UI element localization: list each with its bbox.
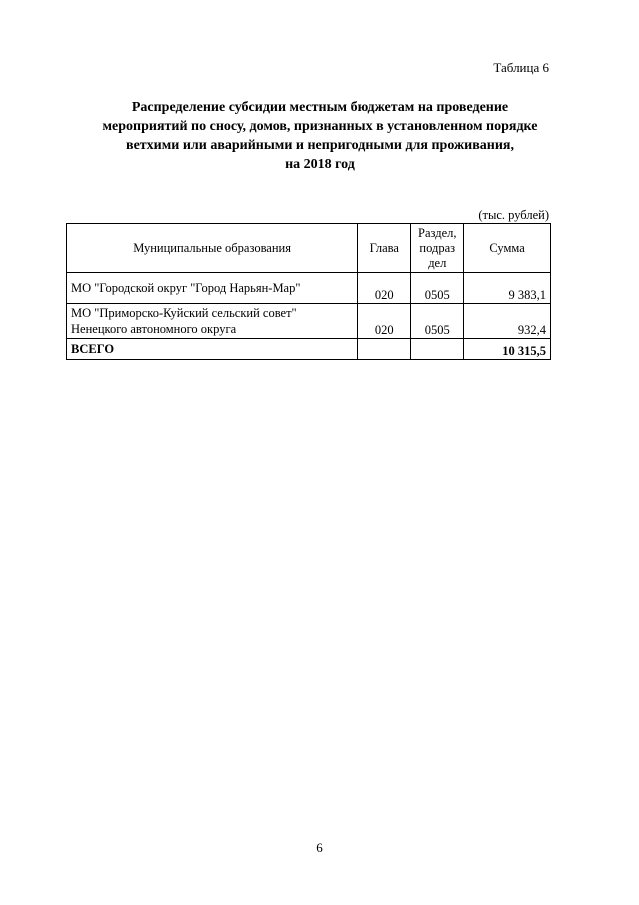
- column-header-section: [411, 224, 464, 273]
- column-header-section-line: дел: [428, 255, 447, 270]
- head-code-cell: 020: [358, 304, 411, 339]
- page-number: 6: [316, 840, 323, 855]
- total-row: [67, 339, 551, 360]
- table-row: [67, 273, 551, 304]
- column-header-section-line: подраз: [419, 240, 456, 255]
- municipality-cell: [67, 304, 358, 339]
- section-code-cell: 0505: [411, 304, 464, 339]
- municipality-line: МО "Городской округ "Город Нарьян-Мар": [71, 281, 301, 295]
- table-number-label: Таблица 6: [493, 60, 549, 75]
- title-line: Распределение субсидии местным бюджетам на проведение: [131, 100, 509, 115]
- sum-cell: 932,4: [464, 304, 551, 339]
- total-sum-cell: 10 315,5: [464, 339, 551, 360]
- municipality-line: Ненецкого автономного округа: [71, 322, 237, 336]
- column-header-municipality: Муниципальные образования: [67, 224, 358, 273]
- units-label: (тыс. рублей): [478, 208, 549, 222]
- title-line: на 2018 год: [285, 157, 355, 172]
- total-label-cell: ВСЕГО: [67, 339, 358, 360]
- title-line: ветхими или аварийными и непригодными для проживания,: [126, 138, 514, 153]
- column-header-head: Глава: [358, 224, 411, 273]
- sum-cell: 9 383,1: [464, 273, 551, 304]
- section-code-cell: 0505: [411, 273, 464, 304]
- column-header-sum: Сумма: [464, 224, 551, 273]
- column-header-section-line: Раздел,: [418, 225, 457, 240]
- head-code-cell: 020: [358, 273, 411, 304]
- title-line: мероприятий по сносу, домов, признанных в установленном порядке: [102, 119, 538, 134]
- municipality-line: МО "Приморско-Куйский сельский совет": [71, 306, 297, 320]
- table-header-row: [67, 224, 551, 273]
- municipality-cell: [67, 273, 358, 304]
- total-head-cell: [358, 339, 411, 360]
- total-section-cell: [411, 339, 464, 360]
- table-row: [67, 304, 551, 339]
- document-title: [60, 98, 580, 174]
- subsidy-table: [66, 223, 551, 360]
